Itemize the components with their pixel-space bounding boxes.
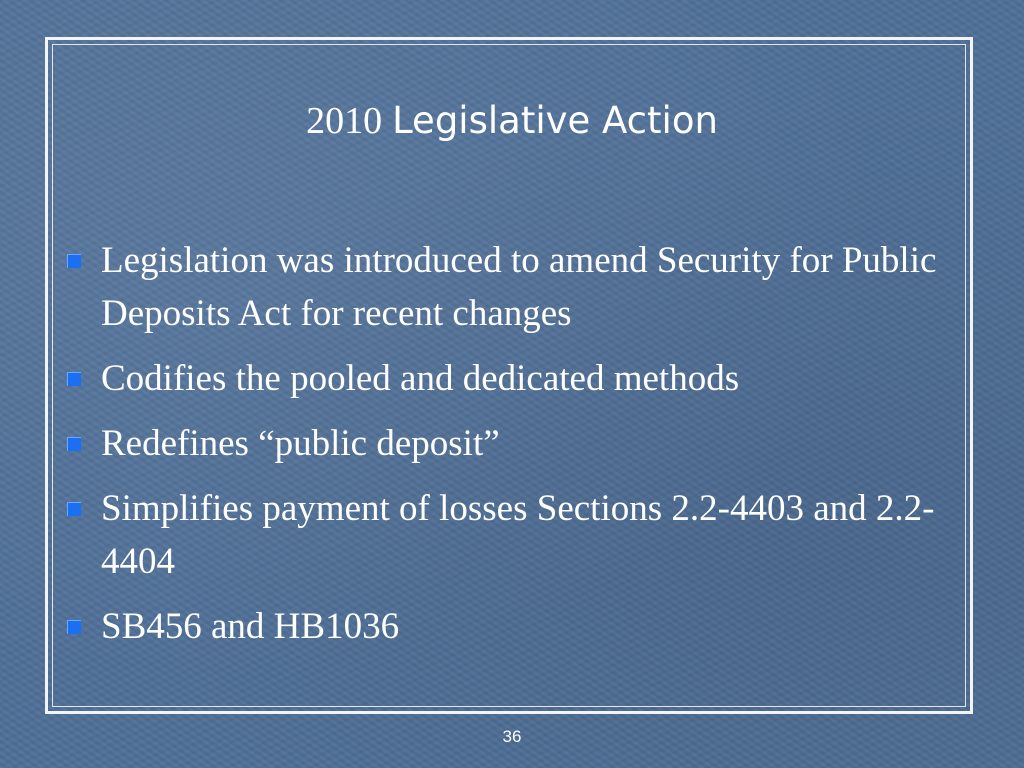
bullet-item <box>62 600 952 653</box>
bullet-item <box>62 234 952 340</box>
bullet-text: Redefines “public deposit” <box>101 423 500 464</box>
square-bullet-icon <box>67 372 81 386</box>
bullet-text: SB456 and HB1036 <box>101 606 400 647</box>
bullet-item <box>62 352 952 405</box>
bullet-list <box>62 234 952 665</box>
bullet-text: Simplifies payment of losses Sections 2.2-4403 and 2.2-4404 <box>101 488 935 582</box>
bullet-item <box>62 417 952 470</box>
page-number: 36 <box>502 727 522 746</box>
bullet-text: Legislation was introduced to amend Security for Public Deposits Act for recent changes <box>101 240 937 334</box>
title-year: 2010 <box>306 100 383 142</box>
square-bullet-icon <box>67 502 81 516</box>
square-bullet-icon <box>67 437 81 451</box>
bullet-text: Codifies the pooled and dedicated methods <box>101 358 740 399</box>
bullet-item <box>62 482 952 588</box>
title-text: Legislative Action <box>392 99 718 142</box>
slide-title <box>0 92 1024 149</box>
square-bullet-icon <box>67 620 81 634</box>
square-bullet-icon <box>67 254 81 268</box>
